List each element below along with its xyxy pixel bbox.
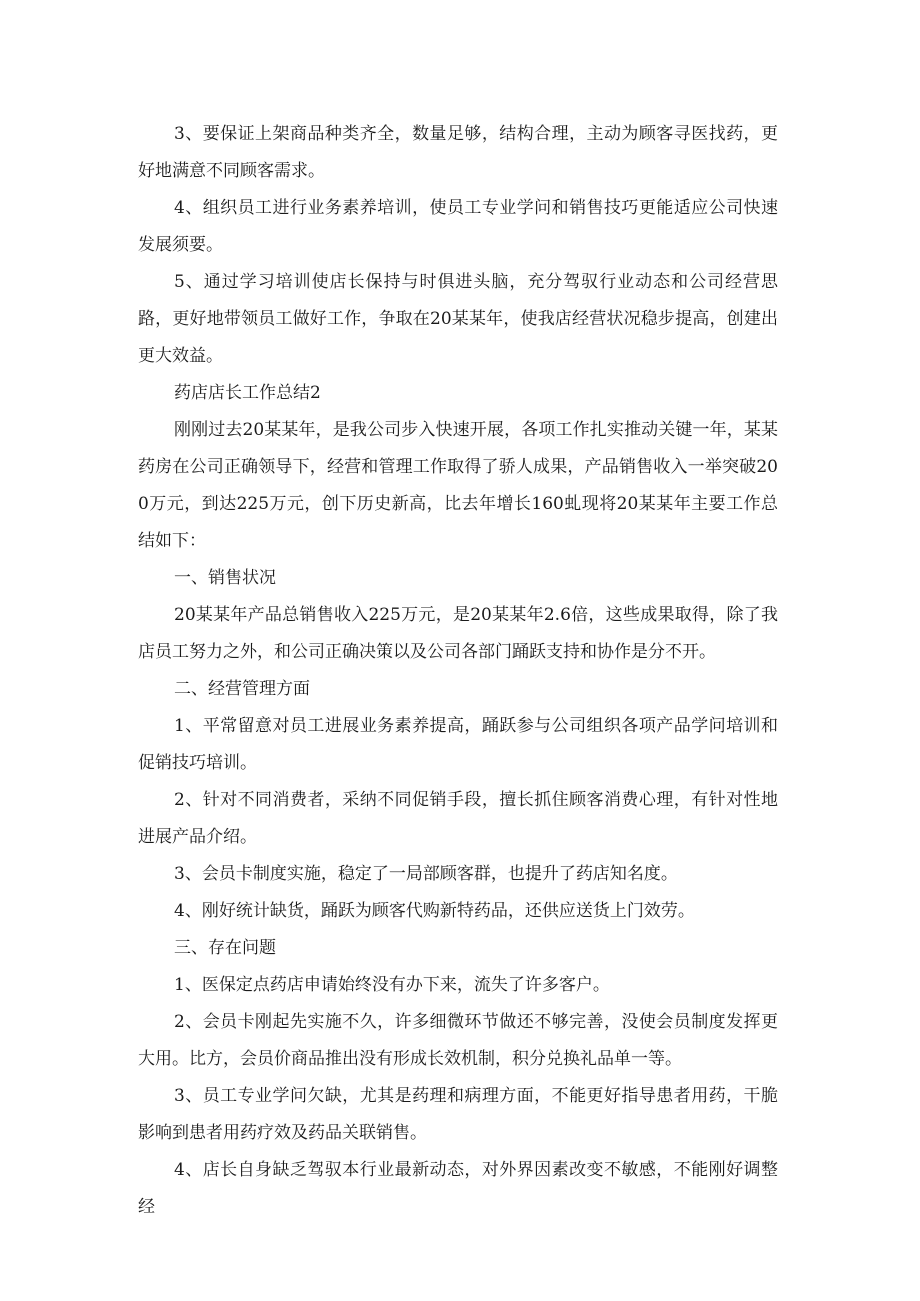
paragraph: 4、店长自身缺乏驾驭本行业最新动态，对外界因素改变不敏感，不能刚好调整经 xyxy=(138,1160,778,1217)
paragraph: 3、会员卡制度实施，稳定了一局部顾客群，也提升了药店知名度。 xyxy=(174,864,678,884)
paragraph: 5、通过学习培训使店长保持与时俱进头脑，充分驾驭行业动态和公司经营思路，更好地带领员工做好工作，争取在20某某年，使我店经营状况稳步提高，创建出更大效益。 xyxy=(138,272,778,366)
paragraph: 20某某年产品总销售收入225万元，是20某某年2.6倍，这些成果取得，除了我店员工努力之外，和公司正确决策以及公司各部门踊跃支持和协作是分不开。 xyxy=(138,605,778,662)
section-heading: 二、经营管理方面 xyxy=(174,679,310,699)
paragraph: 1、平常留意对员工进展业务素养提高，踊跃参与公司组织各项产品学问培训和促销技巧培训。 xyxy=(138,716,778,773)
paragraph: 3、员工专业学问欠缺，尤其是药理和病理方面，不能更好指导患者用药，干脆影响到患者用药疗效及药品关联销售。 xyxy=(138,1086,778,1143)
section-heading: 药店店长工作总结2 xyxy=(174,383,321,403)
section-heading: 三、存在问题 xyxy=(174,938,276,958)
paragraph: 刚刚过去20某某年，是我公司步入快速开展，各项工作扎实推动关键一年，某某药房在公司正确领导下，经营和管理工作取得了骄人成果，产品销售收入一举突破200万元，到达225万元，创下历史新高，比去年增长160虬现将20某某年主要工作总结如下： xyxy=(138,420,778,551)
paragraph: 4、刚好统计缺货，踊跃为顾客代购新特药品，还供应送货上门效劳。 xyxy=(174,901,695,921)
section-heading: 一、销售状况 xyxy=(174,568,276,588)
paragraph: 4、组织员工进行业务素养培训，使员工专业学问和销售技巧更能适应公司快速发展须要。 xyxy=(138,198,778,255)
paragraph: 2、针对不同消费者，采纳不同促销手段，擅长抓住顾客消费心理，有针对性地进展产品介绍。 xyxy=(138,790,778,847)
paragraph: 2、会员卡刚起先实施不久，许多细微环节做还不够完善，没使会员制度发挥更大用。比方，会员价商品推出没有形成长效机制，积分兑换礼品单一等。 xyxy=(138,1012,778,1069)
paragraph: 3、要保证上架商品种类齐全，数量足够，结构合理，主动为顾客寻医找药，更好地满意不同顾客需求。 xyxy=(138,124,778,181)
document-body xyxy=(138,116,778,1226)
paragraph: 1、医保定点药店申请始终没有办下来，流失了许多客户。 xyxy=(174,975,610,995)
